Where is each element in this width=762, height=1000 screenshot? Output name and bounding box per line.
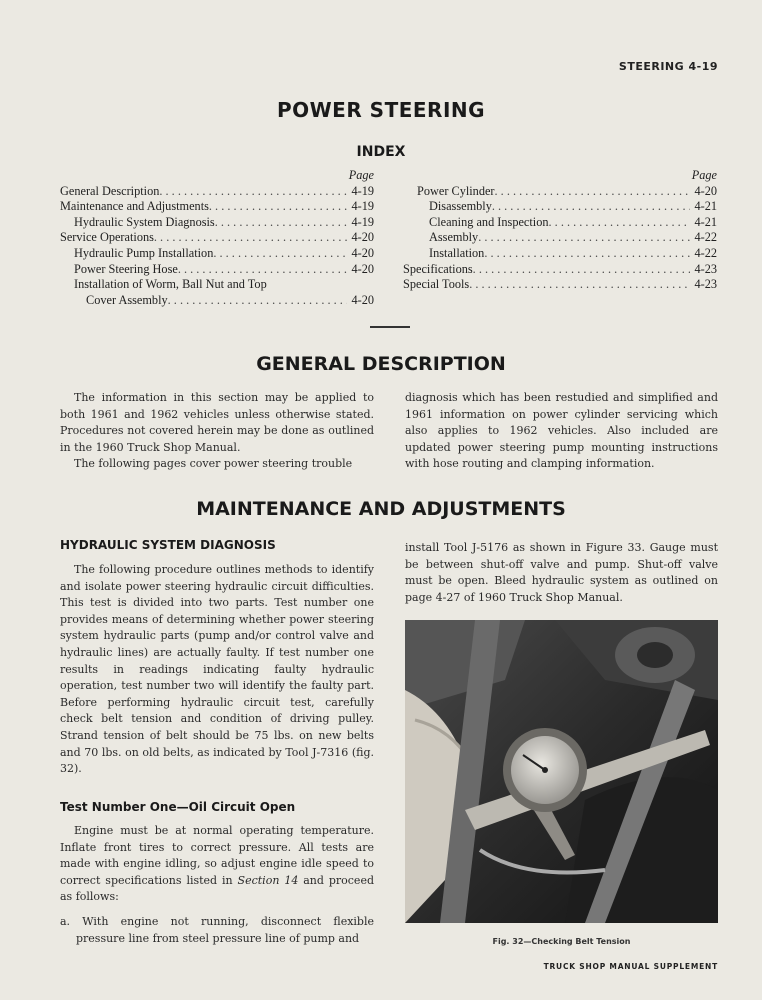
hydraulic-paragraph: The following procedure outlines methods to identify and isolate power steering hydraulic circuit difficulties. This test is divided into two parts. Test number one provides means of determining whether power steering system hydraulic parts (pump and/or control valve and hydraulic lines) are actually faulty. If test number one results in readings indicating faulty hydraulic operation, test number two will identify the faulty part. Before performing hydraulic circuit test, carefully check belt tension and condition of driving pulley. Strand tension of belt should be 75 lbs. on new belts and 70 lbs. on old belts, as indicated by Tool J-7316 (fig. 32). (60, 563, 374, 776)
index-entry: Service Operations . . . 4-20 (60, 230, 374, 246)
index-entry: Cleaning and Inspection . . . 4-21 (403, 215, 717, 231)
index-entry: Hydraulic System Diagnosis . . . 4-19 (60, 215, 374, 231)
general-right-column (405, 390, 718, 473)
index-entry-wrapped: Installation of Worm, Ball Nut and Top (74, 277, 267, 292)
page-title: POWER STEERING (276, 98, 486, 122)
index-entry: Specifications . . . 4-23 (403, 262, 717, 278)
belt-tension-gauge-illustration (405, 620, 718, 923)
general-left-column (60, 390, 374, 473)
hydraulic-diagnosis-body (60, 562, 374, 778)
hydraulic-diagnosis-heading: HYDRAULIC SYSTEM DIAGNOSIS (60, 538, 276, 552)
index-right-column (403, 168, 717, 293)
running-head: STEERING 4-19 (618, 60, 718, 73)
index-entry: Cover Assembly . . . 4-20 (60, 293, 374, 309)
index-page-label: Page (348, 168, 374, 182)
index-entry: Hydraulic Pump Installation . . . 4-20 (60, 246, 374, 262)
index-title: INDEX (356, 144, 406, 160)
index-entry: General Description . . . 4-19 (60, 184, 374, 200)
index-entry: Disassembly . . . 4-21 (403, 199, 717, 215)
index-entry: Power Steering Hose . . . 4-20 (60, 262, 374, 278)
general-paragraph-2: The following pages cover power steering trouble (74, 457, 353, 471)
figure-32-photo (405, 620, 718, 923)
index-entry: Installation . . . 4-22 (403, 246, 717, 262)
index-left-column (60, 168, 374, 308)
general-description-heading: GENERAL DESCRIPTION (256, 353, 506, 375)
test-one-body (60, 823, 374, 947)
index-entry: Assembly . . . 4-22 (403, 230, 717, 246)
test-one-step-a: a. With engine not running, disconnect flexible pressure line from steel pressure line of pump and (60, 914, 374, 945)
figure-caption: Fig. 32—Checking Belt Tension (492, 937, 631, 946)
test-one-continuation-paragraph: install Tool J-5176 as shown in Figure 33. Gauge must be between shut-off valve and pump. Shut-off valve must be open. Bleed hydraulic system as outlined on page 4-27 of 1960 Truck Shop Manual. (405, 541, 718, 604)
index-entry: Maintenance and Adjustments . . . 4-19 (60, 199, 374, 215)
test-one-right-continuation (405, 540, 718, 606)
general-paragraph-2-cont: diagnosis which has been restudied and simplified and 1961 information on power cylinder servicing which also applies to 1962 vehicles. Also included are updated power steering pump mounting instructions with hose routing and clamping information. (405, 391, 718, 471)
section-divider (370, 326, 410, 328)
page-footer: TRUCK SHOP MANUAL SUPPLEMENT (543, 962, 718, 971)
test-one-paragraph: Engine must be at normal operating temperature. Inflate front tires to correct pressure. All tests are made with engine idling, so adjust engine idle speed to correct specifications listed in Section 14 and proceed as follows: (60, 824, 374, 904)
test-one-heading: Test Number One—Oil Circuit Open (60, 800, 296, 814)
maintenance-heading: MAINTENANCE AND ADJUSTMENTS (196, 498, 566, 520)
general-paragraph-1: The information in this section may be applied to both 1961 and 1962 vehicles unless otherwise stated. Procedures not covered herein may be done as outlined in the 1960 Truck Shop Manual. (60, 391, 374, 454)
index-entry: Special Tools . . . 4-23 (403, 277, 717, 293)
index-page-label: Page (691, 168, 717, 182)
index-entry: Power Cylinder . . . 4-20 (403, 184, 717, 200)
